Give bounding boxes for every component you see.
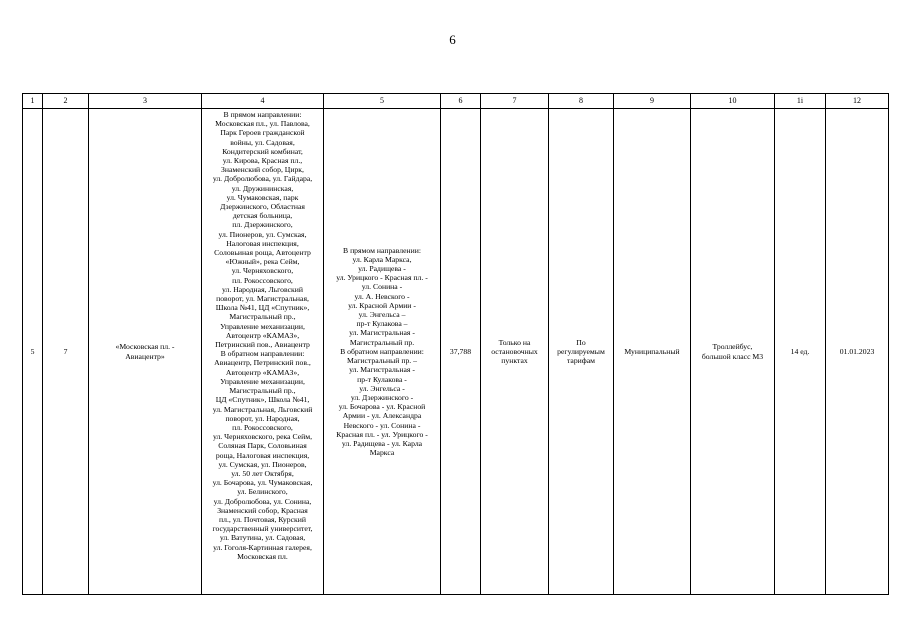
header-cell-1: 1: [23, 94, 43, 109]
page-number: 6: [449, 32, 456, 47]
text-line: ул. 50 лет Октября,: [231, 468, 294, 478]
text-line: ул. Энгельса -: [359, 383, 405, 393]
text-line: Невского - ул. Сонина -: [343, 420, 421, 430]
text-line: Школа №41, ЦД «Спутник»,: [215, 303, 310, 313]
text-line: роща, Налоговая инспекция,: [215, 450, 310, 460]
text-line: Управление механизации,: [220, 376, 305, 386]
text-line: поворот, ул. Народная,: [225, 413, 300, 423]
text-line: Магистральный пр.,: [229, 386, 296, 396]
header-cell-10: 10: [691, 94, 775, 109]
text-line: ул. Красной Армии -: [348, 300, 416, 310]
streets-list: [324, 109, 441, 595]
text-line: регулируемым: [557, 346, 605, 356]
text-line: Московская пл., ул. Павлова,: [215, 119, 310, 129]
header-cell-6: 6: [441, 94, 481, 109]
text-line: ул. Радищева - ул. Карла: [341, 438, 423, 448]
text-line: Автоцентр «КАМАЗ»,: [225, 367, 300, 377]
route-order-number: 5: [23, 109, 43, 595]
text-line: пунктах: [501, 356, 528, 366]
text-line: ул. Сумская, ул. Пионеров,: [218, 459, 307, 469]
header-cell-9: 9: [614, 94, 691, 109]
header-cell-8: 8: [549, 94, 614, 109]
header-cell-12: 12: [826, 94, 889, 109]
text-line: пл. Рокоссовского,: [232, 422, 293, 432]
text-line: большой класс М3: [701, 351, 764, 361]
text-line: Соляная Парк, Соловьиная: [218, 441, 307, 451]
text-line: пл. Рокоссовского,: [232, 275, 293, 285]
header-cell-11: 1i: [775, 94, 826, 109]
header-cell-5: 5: [324, 94, 441, 109]
vehicle-count: 14 ед.: [775, 109, 826, 595]
text-line: ул. Добролюбова, ул. Гайдара,: [212, 174, 313, 184]
text-line: В прямом направлении:: [223, 110, 302, 119]
carrier-type: Муниципальный: [614, 109, 691, 595]
text-line: остановочных: [491, 346, 538, 356]
text-line: ул. Энгельса –: [358, 310, 406, 320]
text-line: ул. Карла Маркса,: [352, 254, 412, 264]
text-line: В прямом направлении:: [343, 245, 421, 255]
boarding-procedure: [481, 109, 549, 595]
text-line: ул. Гоголя-Картинная галерея,: [213, 542, 312, 552]
route-name: [89, 109, 202, 595]
route-number: 7: [43, 109, 89, 595]
text-line: ул. Магистральная -: [349, 365, 415, 375]
header-cell-7: 7: [481, 94, 549, 109]
text-line: Парк Героев гражданской: [220, 128, 305, 138]
text-line: ул. Пионеров, ул. Сумская,: [218, 229, 307, 239]
text-line: Авиацентр, Петринский пов.,: [214, 358, 311, 368]
text-line: «Московская пл. -: [115, 342, 175, 352]
text-line: Соловьиная роща, Автоцентр: [214, 248, 311, 258]
text-line: ул. Народная, Льговский: [222, 284, 303, 294]
header-cell-2: 2: [43, 94, 89, 109]
table-row: [23, 109, 889, 595]
text-line: Знаменский собор, Цирк,: [221, 165, 304, 175]
text-line: Дзержинского, Областная: [220, 202, 305, 212]
text-line: ул. Дружининская,: [231, 183, 294, 193]
text-line: ул. Добролюбова, ул. Сонина,: [213, 496, 312, 506]
text-line: ул. А. Невского -: [354, 291, 410, 301]
text-line: Красная пл. - ул. Урицкого -: [336, 429, 428, 439]
text-line: пр-т Кулакова -: [357, 374, 407, 384]
vehicle-class: [691, 109, 775, 595]
text-line: войны, ул. Садовая,: [230, 137, 295, 147]
text-line: ул. Кирова, Красная пл.,: [222, 156, 303, 166]
text-line: ул. Ватутина, ул. Садовая,: [219, 533, 306, 543]
route-table: [22, 93, 889, 595]
text-line: ул. Черняховского,: [231, 266, 294, 276]
text-line: В обратном направлении:: [220, 349, 305, 359]
header-cell-3: 3: [89, 94, 202, 109]
text-line: ул. Чумаковская, парк: [226, 192, 299, 202]
text-line: детская больница,: [232, 211, 293, 221]
route-length: 37,788: [441, 109, 481, 595]
text-line: Магистральный пр.,: [229, 312, 296, 322]
text-line: ул. Магистральная, Льговский: [212, 404, 313, 414]
text-line: Петринский пов., Авиацентр: [215, 340, 310, 350]
text-line: пр-т Кулакова –: [356, 319, 408, 329]
text-line: государственный университет,: [212, 524, 313, 534]
text-line: ул. Радищева -: [358, 264, 406, 274]
text-line: ул. Черняховского, река Сейм,: [212, 432, 313, 442]
text-line: ул. Магистральная -: [349, 328, 415, 338]
text-line: ул. Белинского,: [237, 487, 288, 497]
text-line: Налоговая инспекция,: [226, 238, 299, 248]
text-line: В обратном направлении:: [340, 346, 424, 356]
text-line: Московская пл.: [237, 551, 288, 561]
text-line: ул. Урицкого - Красная пл. -: [336, 273, 428, 283]
text-line: Авиацентр»: [125, 351, 165, 361]
text-line: Магистральный пр. –: [346, 356, 417, 366]
text-line: поворот, ул. Магистральная,: [216, 294, 309, 304]
text-line: ул. Дзержинского -: [350, 392, 414, 402]
header-cell-4: 4: [202, 94, 324, 109]
text-line: Магистральный пр.: [349, 337, 415, 347]
header-row: [23, 94, 889, 109]
text-line: тарифам: [566, 356, 596, 366]
text-line: Армии - ул. Александра: [342, 411, 422, 421]
text-line: По: [576, 337, 586, 347]
text-line: Троллейбус,: [712, 342, 753, 352]
text-line: Управление механизации,: [220, 321, 305, 331]
text-line: ул. Бочарова, ул. Чумаковская,: [212, 478, 313, 488]
text-line: пл. Дзержинского,: [232, 220, 293, 230]
text-line: ул. Сонина -: [361, 282, 403, 292]
text-line: Кондитерский комбинат,: [222, 146, 303, 156]
text-line: ЦД «Спутник», Школа №41,: [215, 395, 310, 405]
text-line: ул. Бочарова - ул. Красной: [338, 402, 426, 412]
text-line: Знаменский собор, Красная: [217, 505, 308, 515]
text-line: Маркса: [369, 448, 395, 458]
stops-list: [202, 109, 324, 595]
text-line: пл., ул. Почтовая, Курский: [219, 514, 306, 524]
text-line: «Южный», река Сейм,: [225, 257, 300, 267]
text-line: Только на: [498, 337, 531, 347]
tariff-type: [549, 109, 614, 595]
start-date: 01.01.2023: [826, 109, 889, 595]
text-line: Автоцентр «КАМАЗ»,: [225, 330, 300, 340]
